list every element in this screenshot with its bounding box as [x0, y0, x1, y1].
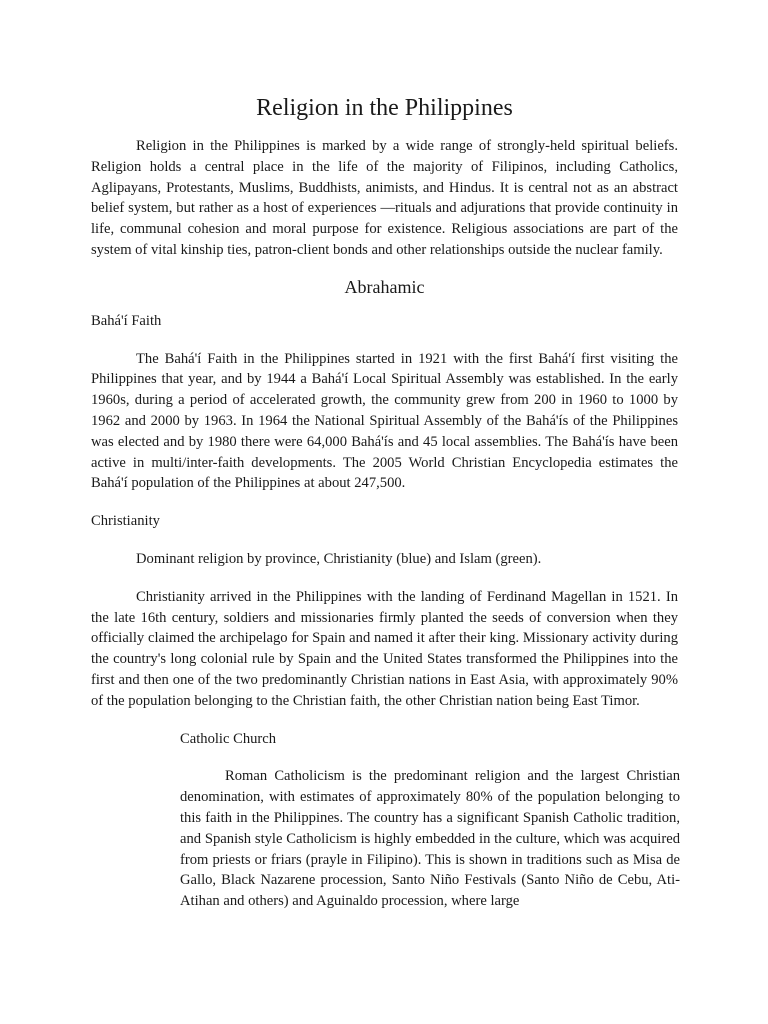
- catholic-section: [180, 729, 680, 912]
- document-page: [91, 94, 678, 912]
- bahai-paragraph: The Bahá'í Faith in the Philippines started in 1921 with the first Bahá'í first visiting the Philippines that year, and by 1944 a Bahá'í Local Spiritual Assembly was established. In the early 1960s, during a period of accelerated growth, the community grew from 200 in 1960 to 1000 by 1962 and 2000 by 1963. In 1964 the National Spiritual Assembly of the Bahá'ís of the Philippines was elected and by 1980 there were 64,000 Bahá'ís and 45 local assemblies. The Bahá'ís have been active in multi/inter-faith developments. The 2005 World Christian Encyclopedia estimates the Bahá'í population of the Philippines at about 247,500.: [91, 350, 678, 492]
- christianity-paragraph: Christianity arrived in the Philippines with the landing of Ferdinand Magellan in 1521. In the late 16th century, soldiers and missionaries firmly planted the seeds of conversion when they officially claimed the archipelago for Spain and named it after their king. Missionary activity during the country's long colonial rule by Spain and the United States transformed the Philippines into the first and then one of the two predominantly Christian nations in East Asia, with approximately 90% of the population belonging to the Christian faith, the other Christian nation being East Timor.: [91, 588, 678, 709]
- intro-paragraph: Religion in the Philippines is marked by a wide range of strongly-held spiritual beliefs. Religion holds a central place in the life of the majority of Filipinos, including Catholics, Aglipayans, Protestants, Muslims, Buddhists, animists, and Hindus. It is central not as an abstract belief system, but rather as a host of experiences —rituals and adjurations that provide continuity in life, communal cohesion and moral purpose for existence. Religious associations are part of the system of vital kinship ties, patron-client bonds and other relationships outside the nuclear family.: [91, 138, 678, 258]
- christianity-heading: Christianity: [91, 513, 160, 530]
- catholic-paragraph: Roman Catholicism is the predominant religion and the largest Christian denomination, with estimates of approximately 80% of the population belonging to this faith in the Philippines. The country has a significant Spanish Catholic tradition, and Spanish style Catholicism is highly embedded in the culture, which was acquired from priests or friars (prayle in Filipino). This is shown in traditions such as Misa de Gallo, Black Nazarene procession, Santo Niño Festivals (Santo Niño de Cebu, Ati-Atihan and others) and Aguinaldo procession, where large: [180, 768, 680, 910]
- catholic-heading: Catholic Church: [180, 730, 277, 747]
- map-caption: Dominant religion by province, Christianity (blue) and Islam (green).: [136, 550, 542, 567]
- section-heading-abrahamic: Abrahamic: [344, 276, 425, 297]
- bahai-heading: Bahá'í Faith: [91, 312, 162, 329]
- document-title: Religion in the Philippines: [256, 95, 513, 121]
